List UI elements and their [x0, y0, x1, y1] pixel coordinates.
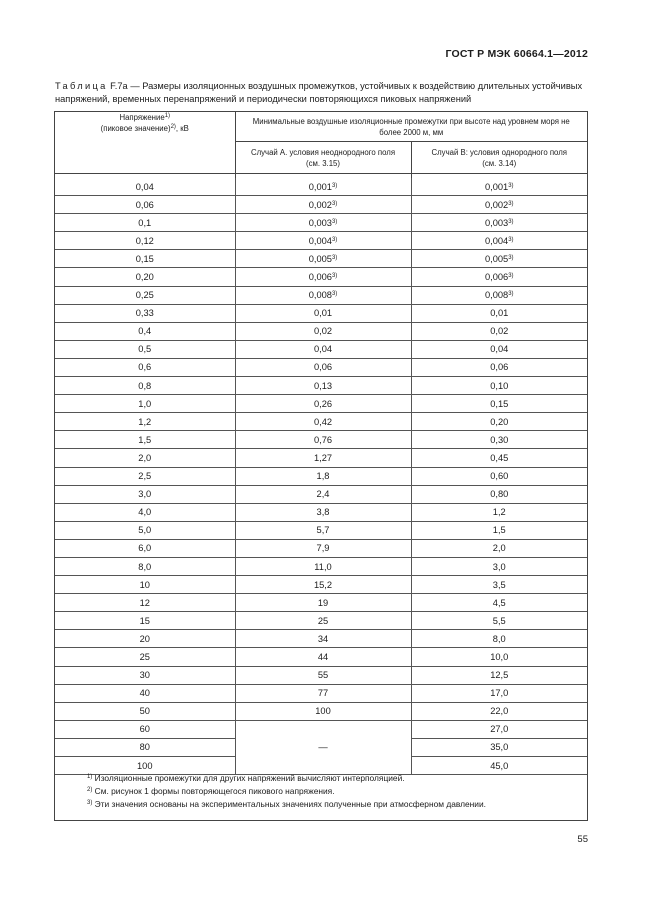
- cell-voltage: 3,0: [55, 485, 235, 503]
- cell-case-a: 77: [235, 684, 411, 702]
- cell-case-a: 0,26: [235, 395, 411, 413]
- note-1: $^{1)}$ Изоляционные промежутки для других напряжений вычисляют интерполяцией.: [87, 773, 405, 783]
- cell-case-a: 0,42: [235, 413, 411, 431]
- cell-case-a: 55: [235, 666, 411, 684]
- cell-case-b: 1,5: [411, 521, 587, 539]
- cell-case-b: 0,80: [411, 485, 587, 503]
- cell-case-a: 100: [235, 702, 411, 720]
- cell-voltage: 40: [55, 684, 235, 702]
- cell-case-a: 15,2: [235, 576, 411, 594]
- cell-case-a: 0,02: [235, 322, 411, 340]
- cell-voltage: 0,06: [55, 196, 235, 214]
- cell-case-b: 0,60: [411, 467, 587, 485]
- cell-case-b: 0,30: [411, 431, 587, 449]
- cell-case-b: 4,5: [411, 594, 587, 612]
- cell-case-a: 0,005$^{3)}$: [235, 250, 411, 268]
- cell-voltage: 12: [55, 594, 235, 612]
- table-row: [55, 322, 587, 340]
- document-code: ГОСТ Р МЭК 60664.1—2012: [445, 48, 588, 60]
- cell-case-a: 0,04: [235, 340, 411, 358]
- table-row: [55, 630, 587, 648]
- cell-case-b: 22,0: [411, 702, 587, 720]
- cell-voltage: 0,33: [55, 304, 235, 322]
- table-row: [55, 377, 587, 395]
- cell-case-b: 0,006$^{3)}$: [411, 268, 587, 286]
- cell-case-a: 34: [235, 630, 411, 648]
- cell-case-a: 11,0: [235, 557, 411, 575]
- table-row: [55, 431, 587, 449]
- cell-voltage: 15: [55, 612, 235, 630]
- cell-voltage: 0,15: [55, 250, 235, 268]
- table-row: [55, 539, 587, 557]
- header-case-a: Случай А. условия неоднородного поля (см. 3.15): [235, 142, 411, 174]
- cell-voltage: 6,0: [55, 539, 235, 557]
- table-row: [55, 449, 587, 467]
- cell-case-b: 8,0: [411, 630, 587, 648]
- cell-case-a: 0,06: [235, 358, 411, 376]
- cell-voltage: 10: [55, 576, 235, 594]
- cell-case-a: 44: [235, 648, 411, 666]
- table-row: [55, 340, 587, 358]
- cell-case-b: 0,06: [411, 358, 587, 376]
- cell-voltage: 80: [55, 738, 235, 756]
- cell-voltage: 50: [55, 702, 235, 720]
- cell-case-a: 0,001$^{3)}$: [235, 178, 411, 196]
- cell-case-b: 35,0: [411, 738, 587, 756]
- note-3: $^{3)}$ Эти значения основаны на экспериментальных значениях полученные при атмосферном давлении.: [87, 799, 486, 809]
- header-case-b: Случай В: условия однородного поля (см. 3.14): [411, 142, 587, 174]
- cell-case-b: 0,003$^{3)}$: [411, 214, 587, 232]
- note-2: $^{2)}$ См. рисунок 1 формы повторяющегося пикового напряжения.: [87, 786, 335, 796]
- cell-case-b: 10,0: [411, 648, 587, 666]
- table-row: [55, 576, 587, 594]
- caption-number: F.7a: [110, 81, 128, 91]
- cell-voltage: 0,6: [55, 358, 235, 376]
- table-row: [55, 250, 587, 268]
- table-row: [55, 684, 587, 702]
- cell-case-a: 19: [235, 594, 411, 612]
- cell-case-b: 3,0: [411, 557, 587, 575]
- cell-voltage: 4,0: [55, 503, 235, 521]
- cell-voltage: 2,0: [55, 449, 235, 467]
- table-row: [55, 702, 587, 720]
- table-row: [55, 467, 587, 485]
- cell-voltage: 0,5: [55, 340, 235, 358]
- cell-voltage: 0,8: [55, 377, 235, 395]
- cell-voltage: 8,0: [55, 557, 235, 575]
- cell-voltage: 5,0: [55, 521, 235, 539]
- cell-voltage: 1,2: [55, 413, 235, 431]
- cell-case-b: 0,008$^{3)}$: [411, 286, 587, 304]
- cell-case-b: 3,5: [411, 576, 587, 594]
- cell-voltage: 60: [55, 720, 235, 738]
- page-number: 55: [577, 834, 588, 845]
- cell-case-b: 0,005$^{3)}$: [411, 250, 587, 268]
- cell-voltage: 1,0: [55, 395, 235, 413]
- table-row: [55, 612, 587, 630]
- table-notes: [87, 772, 486, 811]
- table-row: [55, 268, 587, 286]
- table-row: [55, 557, 587, 575]
- cell-case-b: 5,5: [411, 612, 587, 630]
- cell-case-a: 0,002$^{3)}$: [235, 196, 411, 214]
- cell-case-b: 2,0: [411, 539, 587, 557]
- cell-case-a: 3,8: [235, 503, 411, 521]
- cell-case-a: 0,01: [235, 304, 411, 322]
- caption-label: Таблица: [55, 81, 108, 91]
- table-row: [55, 196, 587, 214]
- cell-voltage: 1,5: [55, 431, 235, 449]
- table-row: [55, 286, 587, 304]
- table-row: [55, 720, 587, 738]
- table-row: [55, 521, 587, 539]
- table-row: [55, 503, 587, 521]
- cell-case-a: 5,7: [235, 521, 411, 539]
- cell-voltage: 0,4: [55, 322, 235, 340]
- cell-case-a: 0,004$^{3)}$: [235, 232, 411, 250]
- cell-voltage: 30: [55, 666, 235, 684]
- cell-case-a: 0,003$^{3)}$: [235, 214, 411, 232]
- cell-case-b: 0,04: [411, 340, 587, 358]
- table-row: [55, 214, 587, 232]
- table-row: [55, 485, 587, 503]
- table-row: [55, 395, 587, 413]
- clearance-table: [54, 111, 588, 821]
- cell-case-b: 12,5: [411, 666, 587, 684]
- cell-voltage: 0,20: [55, 268, 235, 286]
- cell-case-b: 45,0: [411, 757, 587, 775]
- table-row: [55, 232, 587, 250]
- cell-case-a: 0,76: [235, 431, 411, 449]
- cell-voltage: 0,25: [55, 286, 235, 304]
- table-row: [55, 413, 587, 431]
- cell-case-a: 25: [235, 612, 411, 630]
- cell-case-a: 0,008$^{3)}$: [235, 286, 411, 304]
- table-row: [55, 358, 587, 376]
- table-row: [55, 178, 587, 196]
- cell-case-b: 1,2: [411, 503, 587, 521]
- cell-case-b: 0,02: [411, 322, 587, 340]
- cell-case-b: 0,45: [411, 449, 587, 467]
- cell-case-b: 27,0: [411, 720, 587, 738]
- cell-case-b: 0,15: [411, 395, 587, 413]
- cell-voltage: 0,12: [55, 232, 235, 250]
- cell-case-b: 0,004$^{3)}$: [411, 232, 587, 250]
- header-voltage: Напряжение$^{1)}$ (пиковое значение)$^{2)}$, кВ: [55, 112, 235, 174]
- cell-case-a: 7,9: [235, 539, 411, 557]
- cell-voltage: 0,1: [55, 214, 235, 232]
- cell-case-a: 1,27: [235, 449, 411, 467]
- table-row: [55, 648, 587, 666]
- cell-case-a: 1,8: [235, 467, 411, 485]
- cell-case-a-merged-dash: —: [235, 720, 411, 774]
- cell-case-a: 0,006$^{3)}$: [235, 268, 411, 286]
- table-row: [55, 594, 587, 612]
- cell-case-a: 0,13: [235, 377, 411, 395]
- cell-voltage: 2,5: [55, 467, 235, 485]
- cell-case-b: 0,01: [411, 304, 587, 322]
- cell-case-b: 0,001$^{3)}$: [411, 178, 587, 196]
- header-min-clearance: Минимальные воздушные изоляционные промежутки при высоте над уровнем моря не более 2000 м, мм: [235, 112, 587, 142]
- cell-case-b: 17,0: [411, 684, 587, 702]
- cell-voltage: 25: [55, 648, 235, 666]
- cell-case-b: 0,20: [411, 413, 587, 431]
- cell-voltage: 100: [55, 757, 235, 775]
- cell-voltage: 0,04: [55, 178, 235, 196]
- table-caption: [55, 80, 595, 106]
- cell-case-b: 0,002$^{3)}$: [411, 196, 587, 214]
- cell-case-b: 0,10: [411, 377, 587, 395]
- table-row: [55, 666, 587, 684]
- cell-voltage: 20: [55, 630, 235, 648]
- caption-text: — Размеры изоляционных воздушных промежутков, устойчивых к воздействию длительных устойчивых напряжений, временных перенапряжений и периодически повторяющихся пиковых напряжений: [55, 81, 583, 104]
- cell-case-a: 2,4: [235, 485, 411, 503]
- table-row: [55, 304, 587, 322]
